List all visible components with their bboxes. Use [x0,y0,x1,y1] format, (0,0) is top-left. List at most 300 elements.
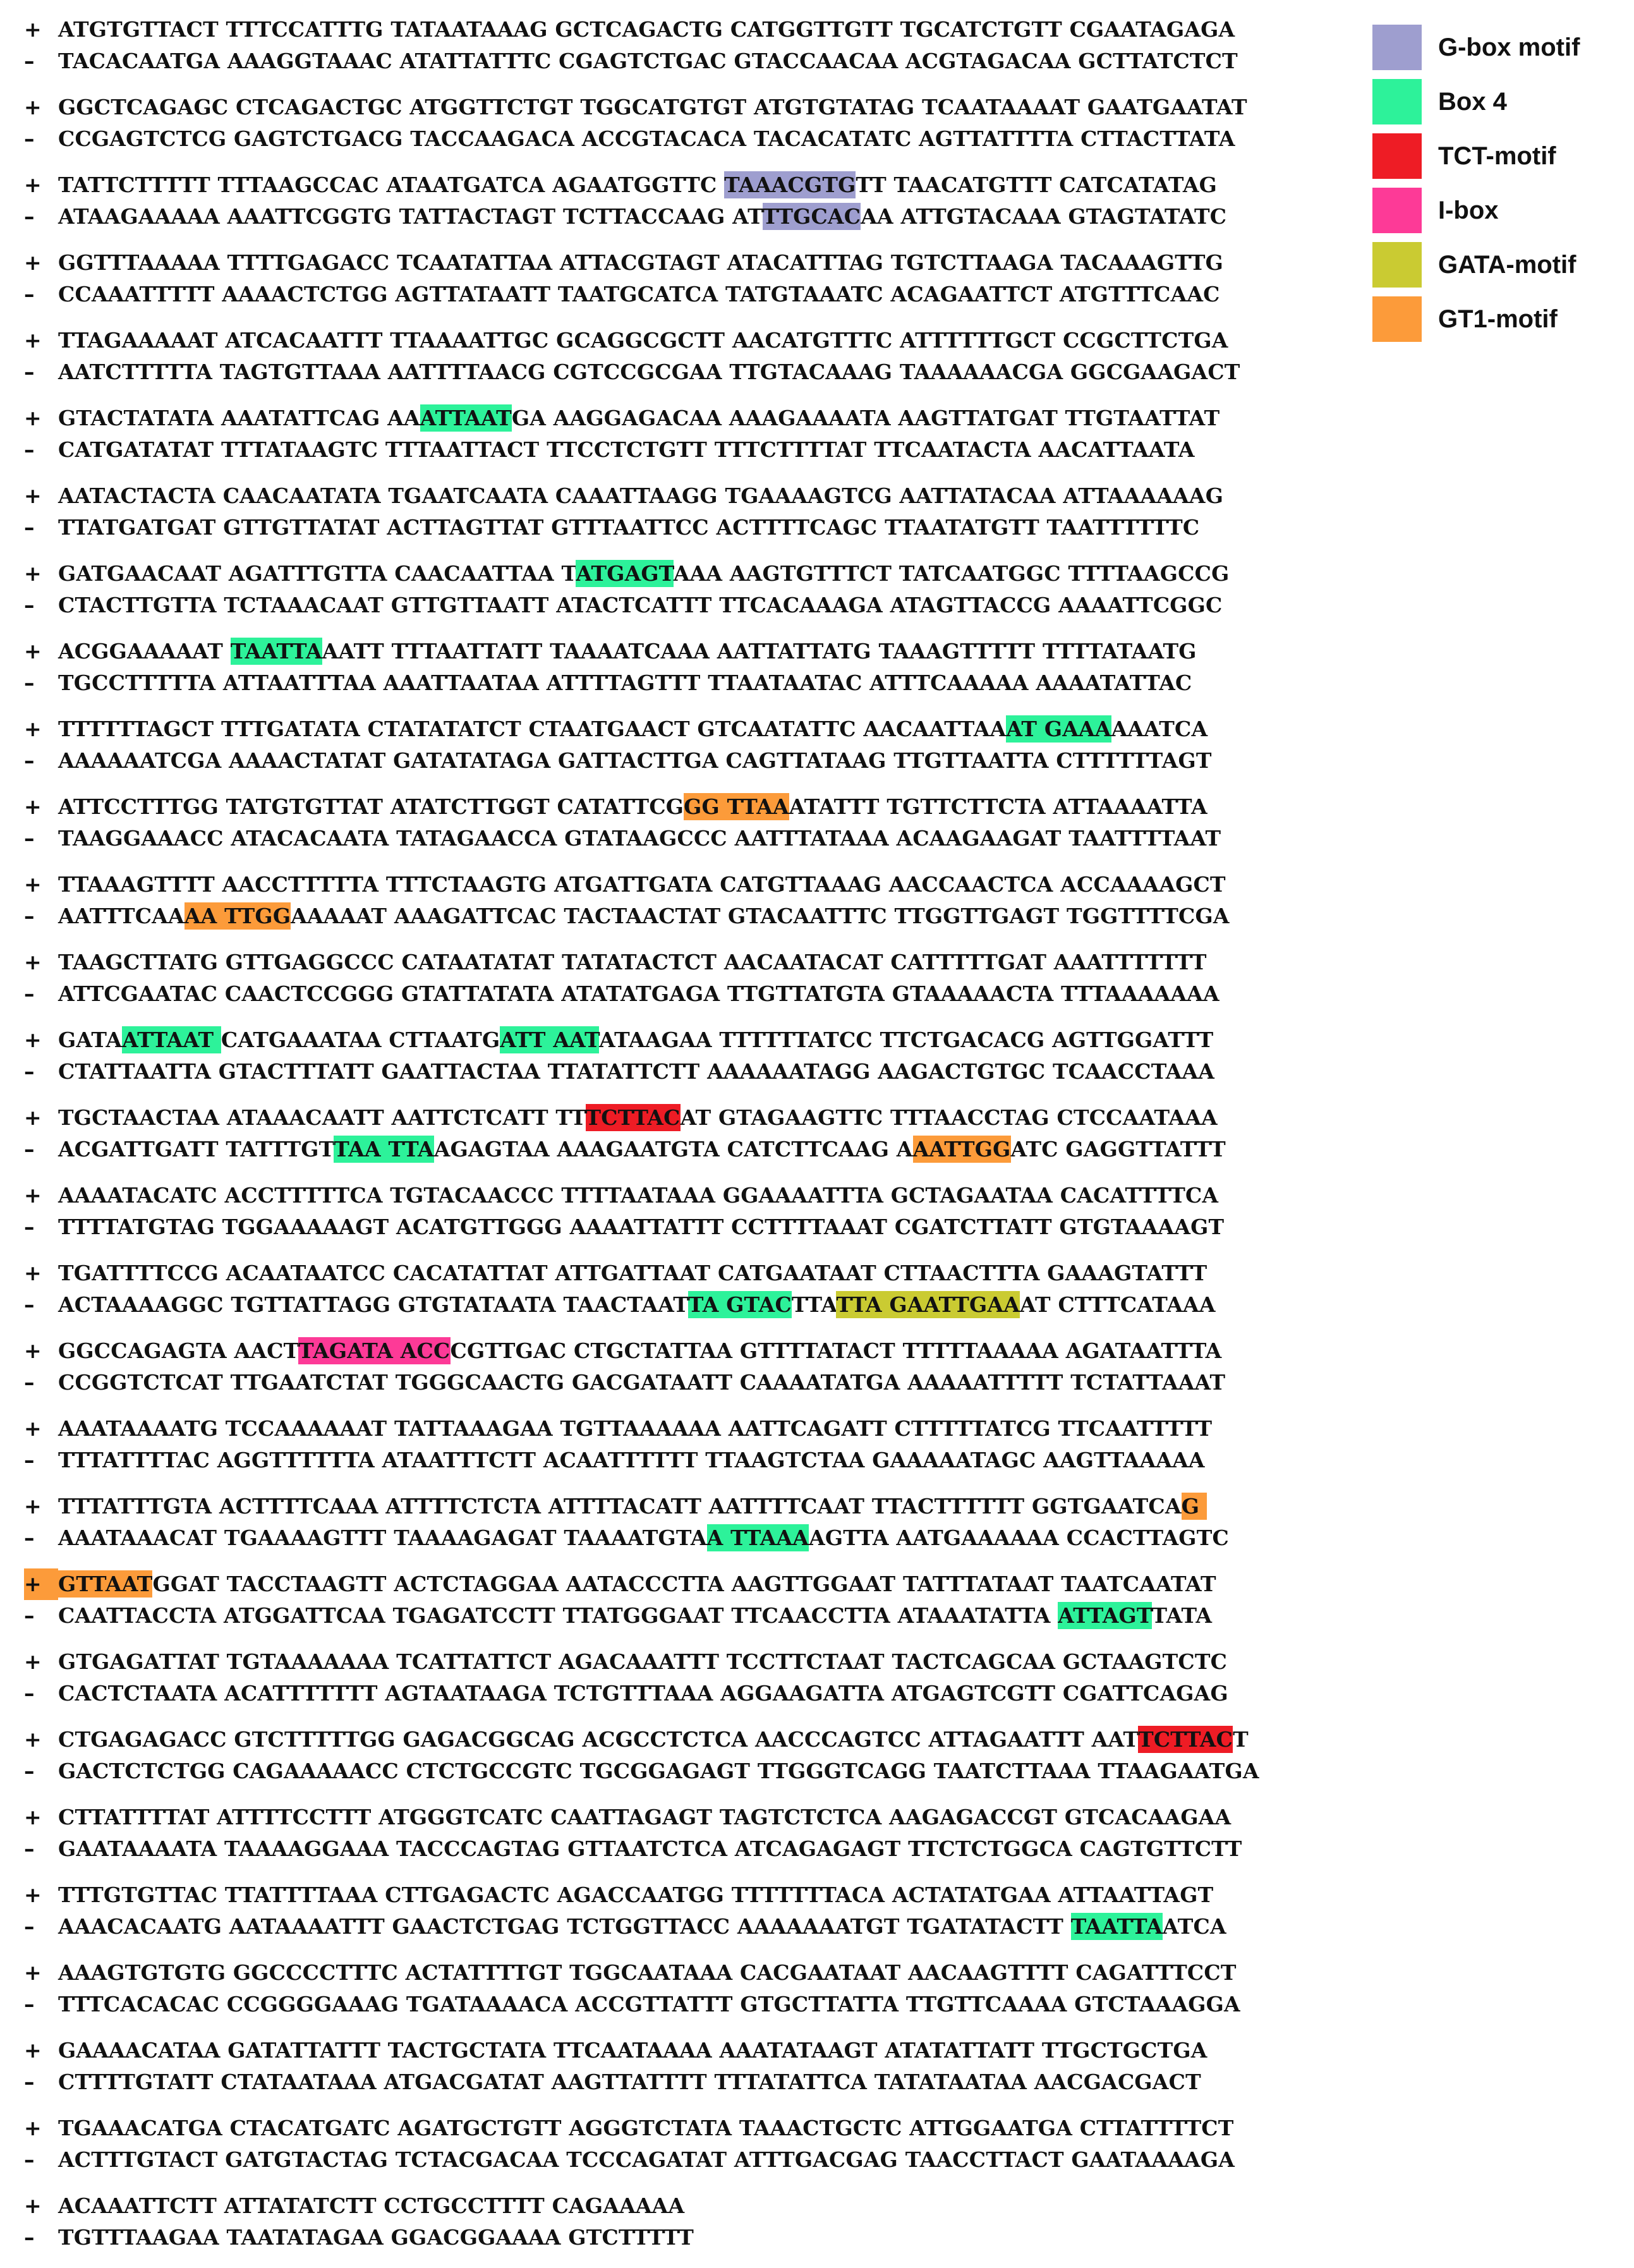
sequence-text [58,1879,1213,1911]
sequence-segment: CTATTAATTA GTACTTTATT GAATTACTAA TTATATTCTT AAAAAATAGG AAGACTGTGC TCAACCTAAA [58,1059,1215,1084]
sequence-segment: ACTTTGTACT GATGTACTAG TCTACGACAA TCCCAGATAT ATTTGACGAG TAACCTTACT GAATAAAAGA [58,2147,1235,2172]
minus-strand-line [24,1833,1364,1865]
sequence-segment: AATACTACTA CAACAATATA TGAATCAATA CAAATTAAGG TGAAAAGTCG AATTATACAA ATTAAAAAAG [58,483,1224,508]
sequence-text [58,169,1217,201]
plus-strand-sign: + [24,328,42,353]
sequence-segment: TGCCTTTTTA ATTAATTTAA AAATTAATAA ATTTTAGTTT TTAATAATAC ATTTCAAAAA AAAATATTAC [58,670,1192,695]
minus-strand-line [24,512,1364,543]
minus-strand-line [24,1056,1364,1088]
plus-strand-line [24,1724,1364,1756]
sequence-block [24,558,1364,636]
sequence-text [58,14,1235,45]
plus-strand-sign: + [24,1261,42,1285]
sequence-segment: ATC GAGGTTATTT [1010,1137,1226,1161]
motif-highlight: ATT AAT [500,1028,600,1052]
sequence-block [24,1802,1364,1879]
plus-strand-line [24,713,1364,745]
sequence-text [58,480,1223,512]
sequence-text [58,590,1223,621]
minus-strand-line [24,2144,1364,2176]
motif-highlight: AT GAAA [1006,717,1111,741]
sequence-segment: GATGAACAAT AGATTTGTTA CAACAATTAA T [58,561,576,586]
minus-strand-line [24,823,1364,854]
sequence-segment: CACTCTAATA ACATTTTTTT AGTAATAAGA TCTGTTTAAA AGGAAGATTA ATGAGTCGTT CGATTCAGAG [58,1681,1228,1706]
sequence-block [24,1646,1364,1724]
plus-strand-sign: + [24,1416,42,1441]
motif-highlight: TA GTAC [687,1292,792,1317]
motif-highlight: ATTAGT [1058,1603,1152,1628]
plus-strand-line [24,1413,1364,1445]
plus-strand-sign: + [24,1494,42,1519]
plus-strand-line [24,1879,1364,1911]
plus-strand-line [24,2113,1364,2144]
minus-strand-line [24,2222,1364,2253]
minus-strand-sign: – [24,360,35,384]
sequence-block [24,947,1364,1024]
plus-strand-line [24,1024,1364,1056]
minus-strand-sign: – [24,1137,35,1161]
plus-strand-sign: + [24,1183,42,1208]
sequence-segment: TTTTTTAGCT TTTGATATA CTATATATCT CTAATGAACT GTCAATATTC AACAATTAA [58,717,1007,741]
plus-strand-line [24,1957,1364,1989]
minus-strand-sign: – [24,1681,35,1706]
sequence-text [58,901,1230,932]
sequence-segment: TTTGTGTTAC TTATTTTAAA CTTGAGACTC AGACCAATGG TTTTTTTACA ACTATATGAA ATTAATTAGT [58,1883,1214,1907]
sequence-text [58,1646,1227,1678]
motif-highlight: TAA TTA [334,1137,434,1161]
legend-swatch-icon [1372,79,1422,124]
sequence-segment: GGTTTAAAAA TTTTGAGACC TCAATATTAA ATTACGTAGT ATACATTTAG TGTCTTAAGA TACAAAGTTG [58,250,1223,275]
legend-label: G-box motif [1438,33,1580,61]
sequence-segment: GGCTCAGAGC CTCAGACTGC ATGGTTCTGT TGGCATGTGT ATGTGTATAG TCAATAAAAT GAATGAATAT [58,95,1247,119]
sequence-segment: TTTATTTGTA ACTTTTCAAA ATTTTCTCTA ATTTTACATT AATTTTCAAT TTACTTTTTT GGTGAATCA [58,1494,1182,1519]
sequence-segment: TTTTATGTAG TGGAAAAAGT ACATGTTGGG AAAATTATTT CCTTTTAAAT CGATCTTATT GTGTAAAAGT [58,1215,1225,1239]
sequence-block [24,1568,1364,1646]
plus-strand-sign: + [24,1883,42,1907]
sequence-text [58,512,1199,543]
sequence-segment: CCGAGTCTCG GAGTCTGACG TACCAAGACA ACCGTACACA TACACATATC AGTTATTTTA CTTACTTATA [58,126,1235,151]
legend-item [1372,24,1625,71]
minus-strand-sign: – [24,2225,35,2250]
sequence-segment: AAAAAATCGA AAAACTATAT GATATATAGA GATTACTTGA CAGTTATAAG TTGTTAATTA CTTTTTTAGT [58,748,1212,773]
sequence-text [58,1180,1218,1211]
sequence-segment: TATTCTTTTT TTTAAGCCAC ATAATGATCA AGAATGGTTC [58,173,725,197]
minus-strand-sign: – [24,126,35,151]
minus-strand-sign: – [24,1603,35,1628]
plus-strand-sign: + [24,561,42,586]
plus-strand-sign: + [24,483,42,508]
plus-strand-sign: + [24,1805,42,1829]
minus-strand-line [24,434,1364,466]
sequence-text [58,947,1207,978]
minus-strand-sign: – [24,593,35,617]
sequence-segment: AAA AAGTGTTTCT TATCAATGGC TTTTAAGCCG [673,561,1230,586]
plus-strand-sign: + [24,1649,42,1674]
sequence-block [24,2190,1364,2268]
sequence-text [58,403,1219,434]
plus-strand-sign: + [24,17,42,42]
sequence-text [58,2190,684,2222]
sequence-segment: ATGTGTTACT TTTCCATTTG TATAATAAAG GCTCAGACTG CATGGTTGTT TGCATCTGTT CGAATAGAGA [58,17,1235,42]
plus-strand-line [24,869,1364,901]
sequence-text [58,1989,1240,2020]
minus-strand-line [24,279,1364,310]
sequence-segment: TATA [1151,1603,1213,1628]
sequence-block [24,1024,1364,1102]
minus-strand-sign: – [24,981,35,1006]
sequence-block [24,1413,1364,1491]
motif-highlight: AATTGG [912,1137,1011,1161]
sequence-segment: ATCA [1162,1914,1226,1939]
sequence-block [24,1957,1364,2035]
sequence-segment: TT TAACATGTTT CATCATATAG [856,173,1218,197]
sequence-segment: AAATCA [1111,717,1208,741]
sequence-segment: ATTCGAATAC CAACTCCGGG GTATTATATA ATATATGAGA TTGTTATGTA GTAAAAACTA TTTAAAAAAA [58,981,1219,1006]
sequence-text [58,1756,1259,1787]
plus-strand-line [24,2035,1364,2066]
plus-strand-line [24,1180,1364,1211]
sequence-block [24,1335,1364,1413]
motif-legend [1372,24,1625,350]
minus-strand-sign: – [24,670,35,695]
sequence-segment: CATGATATAT TTTATAAGTC TTTAATTACT TTCCTCTGTT TTTCTTTTAT TTCAATACTA AACATTAATA [58,437,1195,462]
legend-item [1372,241,1625,288]
sequence-block [24,1879,1364,1957]
plus-strand-sign: + [24,1338,42,1363]
plus-strand-sign: + [24,173,42,197]
minus-strand-sign: – [24,748,35,773]
sequence-text [58,279,1220,310]
sequence-text [58,1335,1221,1367]
sequence-segment: AAATAAAATG TCCAAAAAAT TATTAAAGAA TGTTAAAAAA AATTCAGATT CTTTTTATCG TTCAATTTTT [58,1416,1213,1441]
minus-strand-sign: – [24,1914,35,1939]
minus-strand-sign: – [24,1215,35,1239]
minus-strand-line [24,201,1364,233]
plus-strand-sign: + [24,639,42,664]
minus-strand-sign: – [24,437,35,462]
motif-highlight: ATTAAT [122,1028,221,1052]
plus-strand-sign: + [24,2193,42,2218]
sequence-segment: CGTTGAC CTGCTATTAA GTTTTATACT TTTTTAAAAA AGATAATTTA [450,1338,1222,1363]
plus-strand-sign: + [24,250,42,275]
legend-label: GATA-motif [1438,250,1577,279]
minus-strand-line [24,901,1364,932]
sequence-segment: TGAAACATGA CTACATGATC AGATGCTGTT AGGGTCTATA TAAACTGCTC ATTGGAATGA CTTATTTTCT [58,2116,1234,2140]
sequence-segment: ACTAAAAGGC TGTTATTAGG GTGTATAATA TAACTAAT [58,1292,688,1317]
plus-strand-sign: + [24,872,42,897]
sequence-text [58,2066,1201,2098]
sequence-text [58,1211,1224,1243]
sequence-segment: CATGAAATAA CTTAATG [221,1028,500,1052]
motif-highlight: A TTAAA [706,1525,809,1550]
plus-strand-sign: + [24,1568,58,1600]
sequence-segment: AT CTTTCATAAA [1020,1292,1216,1317]
sequence-segment: AAAATACATC ACCTTTTTCA TGTACAACCC TTTTAATAAA GGAAAATTTA GCTAGAATAA CACATTTTCA [58,1183,1219,1208]
minus-strand-line [24,978,1364,1010]
minus-strand-sign: – [24,1525,35,1550]
motif-highlight: GG TTAA [684,794,789,819]
plus-strand-sign: + [24,717,42,741]
sequence-text [58,978,1219,1010]
sequence-block [24,92,1364,169]
plus-strand-line [24,1568,1364,1600]
plus-strand-sign: + [24,1105,42,1130]
promoter-sequence [24,14,1364,2268]
minus-strand-sign: – [24,1059,35,1084]
sequence-text [58,1724,1249,1756]
minus-strand-line [24,45,1364,77]
sequence-segment: TGTTTAAGAA TAATATAGAA GGACGGAAAA GTCTTTTT [58,2225,694,2250]
sequence-text [58,558,1229,590]
minus-strand-sign: – [24,282,35,306]
minus-strand-line [24,1756,1364,1787]
sequence-text [58,1833,1242,1865]
sequence-segment: TGATTTTCCG ACAATAATCC CACATATTAT ATTGATTAAT CATGAATAAT CTTAACTTTA GAAAGTATTT [58,1261,1207,1285]
sequence-segment: AA ATTGTACAAA GTAGTATATC [861,204,1227,229]
motif-highlight: TAGATA ACC [298,1338,451,1363]
minus-strand-line [24,1911,1364,1943]
sequence-segment: CTTTTGTATT CTATAATAAA ATGACGATAT AAGTTATTTT TTTATATTCA TATATAATAA AACGACGACT [58,2070,1201,2094]
plus-strand-line [24,169,1364,201]
minus-strand-sign: – [24,1292,35,1317]
sequence-segment: TAAGCTTATG GTTGAGGCCC CATAATATAT TATATACTCT AACAATACAT CATTTTTGAT AAATTTTTTT [58,950,1207,974]
sequence-text [58,1600,1212,1632]
sequence-segment: AAATAAACAT TGAAAAGTTT TAAAAGAGAT TAAAATGTA [58,1525,707,1550]
sequence-text [58,2035,1207,2066]
plus-strand-line [24,1335,1364,1367]
sequence-text [58,1957,1237,1989]
sequence-text [58,356,1240,388]
sequence-text [58,45,1238,77]
sequence-text [58,1911,1226,1943]
sequence-block [24,480,1364,558]
sequence-text [58,1445,1205,1476]
sequence-segment: CCGGTCTCAT TTGAATCTAT TGGGCAACTG GACGATAATT CAAAATATGA AAAAATTTTT TCTATTAAAT [58,1370,1226,1395]
sequence-block [24,791,1364,869]
sequence-segment: GAAAACATAA GATATTATTT TACTGCTATA TTCAATAAAA AAATATAAGT ATATATTATT TTGCTGCTGA [58,2038,1207,2063]
sequence-segment: AATT TTTAATTATT TAAAATCAAA AATTATTATG TAAAGTTTTT TTTTATAATG [322,639,1197,664]
sequence-segment: CTACTTGTTA TCTAAACAAT GTTGTTAATT ATACTCATTT TTCACAAAGA ATAGTTACCG AAAATTCGGC [58,593,1223,617]
plus-strand-sign: + [24,2116,42,2140]
sequence-block [24,325,1364,403]
legend-item [1372,78,1625,125]
sequence-segment: AAAAAT AAAGATTCAC TACTAACTAT GTACAATTTC TTGGTTGAGT TGGTTTTCGA [291,904,1230,928]
minus-strand-line [24,667,1364,699]
legend-label: I-box [1438,196,1499,224]
legend-swatch-icon [1372,25,1422,70]
sequence-text [58,1367,1225,1398]
plus-strand-sign: + [24,406,42,430]
sequence-text [58,1413,1212,1445]
sequence-segment: ACGGAAAAAT [58,639,231,664]
minus-strand-line [24,590,1364,621]
sequence-text [58,713,1207,745]
sequence-text [58,201,1226,233]
sequence-text [58,1056,1214,1088]
sequence-segment: ATAAGAA TTTTTTATCC TTCTGACACG AGTTGGATTT [599,1028,1214,1052]
motif-highlight: GTTAAT [58,1572,153,1596]
sequence-text [58,1568,1216,1600]
legend-swatch-icon [1372,242,1422,288]
plus-strand-sign: + [24,794,42,819]
minus-strand-line [24,1600,1364,1632]
minus-strand-line [24,1134,1364,1165]
sequence-text [58,123,1235,155]
plus-strand-line [24,1802,1364,1833]
plus-strand-line [24,1102,1364,1134]
sequence-text [58,636,1197,667]
minus-strand-line [24,1522,1364,1554]
plus-strand-sign: + [24,2038,42,2063]
sequence-block [24,636,1364,713]
minus-strand-line [24,1289,1364,1321]
sequence-text [58,1134,1226,1165]
sequence-segment: GA AAGGAGACAA AAAGAAAATA AAGTTATGAT TTGTAATTAT [511,406,1220,430]
sequence-segment: TTAGAAAAAT ATCACAATTT TTAAAATTGC GCAGGCGCTT AACATGTTTC ATTTTTTGCT CCGCTTCTGA [58,328,1228,353]
plus-strand-sign: + [24,1727,42,1752]
minus-strand-sign: – [24,1370,35,1395]
motif-highlight: AA TTGG [184,904,291,928]
sequence-block [24,1102,1364,1180]
sequence-text [58,745,1212,777]
sequence-segment: AAAGTGTGTG GGCCCCTTTC ACTATTTTGT TGGCAATAAA CACGAATAAT AACAAGTTTT CAGATTTCCT [58,1960,1237,1985]
minus-strand-line [24,2066,1364,2098]
sequence-segment: AATTTCAA [58,904,185,928]
plus-strand-line [24,403,1364,434]
sequence-text [58,667,1192,699]
sequence-segment: TTAAAGTTTT AACCTTTTTA TTTCTAAGTG ATGATTGATA CATGTTAAAG AACCAACTCA ACCAAAAGCT [58,872,1226,897]
minus-strand-line [24,1989,1364,2020]
sequence-segment: ATATTT TGTTCTTCTA ATTAAAATTA [789,794,1207,819]
sequence-segment: AT GTAGAAGTTC TTTAACCTAG CTCCAATAAA [680,1105,1218,1130]
sequence-segment: CAATTACCTA ATGGATTCAA TGAGATCCTT TTATGGGAAT TTCAACCTTA ATAAATATTA [58,1603,1058,1628]
minus-strand-sign: – [24,2147,35,2172]
sequence-text [58,434,1195,466]
sequence-segment: CTGAGAGACC GTCTTTTTGG GAGACGGCAG ACGCCTCTCA AACCCAGTCC ATTAGAATTT AAT [58,1727,1139,1752]
sequence-block [24,14,1364,92]
legend-swatch-icon [1372,188,1422,233]
plus-strand-sign: + [24,950,42,974]
legend-swatch-icon [1372,133,1422,179]
sequence-segment: GAATAAAATA TAAAAGGAAA TACCCAGTAG GTTAATCTCA ATCAGAGAGT TTCTCTGGCA CAGTGTTCTT [58,1836,1242,1861]
sequence-text [58,791,1207,823]
plus-strand-line [24,1258,1364,1289]
motif-highlight: TTA GAATTGAA [836,1292,1020,1317]
sequence-segment: GTGAGATTAT TGTAAAAAAA TCATTATTCT AGACAAATTT TCCTTCTAAT TACTCAGCAA GCTAAGTCTC [58,1649,1228,1674]
motif-highlight: TCTTAC [585,1105,681,1130]
sequence-text [58,1678,1228,1709]
sequence-segment: ACGATTGATT TATTTGT [58,1137,334,1161]
sequence-segment: CCAAATTTTT AAAACTCTGG AGTTATAATT TAATGCATCA TATGTAAATC ACAGAATTCT ATGTTTCAAC [58,282,1220,306]
sequence-segment: TTTCACACAC CCGGGGAAAG TGATAAAACA ACCGTTATTT GTGCTTATTA TTGTTCAAAA GTCTAAAGGA [58,1992,1240,2016]
sequence-text [58,1258,1207,1289]
sequence-text [58,1522,1229,1554]
sequence-block [24,403,1364,480]
minus-strand-sign: – [24,204,35,229]
legend-label: TCT-motif [1438,142,1556,170]
legend-item [1372,296,1625,343]
sequence-segment: AGAGTAA AAAGAATGTA CATCTTCAAG A [433,1137,913,1161]
minus-strand-sign: – [24,826,35,851]
sequence-block [24,2035,1364,2113]
sequence-segment: AAACACAATG AATAAAATTT GAACTCTGAG TCTGGTTACC AAAAAAATGT TGATATACTT [58,1914,1071,1939]
minus-strand-line [24,1367,1364,1398]
sequence-text [58,1289,1216,1321]
motif-highlight: TAAACGTG [724,173,856,197]
legend-label: GT1-motif [1438,305,1558,333]
plus-strand-line [24,92,1364,123]
sequence-segment: GATA [58,1028,123,1052]
sequence-segment: TTATGATGAT GTTGTTATAT ACTTAGTTAT GTTTAATTCC ACTTTTCAGC TTAATATGTT TAATTTTTTC [58,515,1200,540]
sequence-segment: TTTATTTTAC AGGTTTTTTA ATAATTTCTT ACAATTTTTT TTAAGTCTAA GAAAAATAGC AAGTTAAAAA [58,1448,1205,1472]
sequence-text [58,1102,1218,1134]
plus-strand-line [24,636,1364,667]
sequence-block [24,713,1364,791]
sequence-segment: CTTATTTTAT ATTTTCCTTT ATGGGTCATC CAATTAGAGT TAGTCTCTCA AAGAGACCGT GTCACAAGAA [58,1805,1232,1829]
sequence-segment: GGAT TACCTAAGTT ACTCTAGGAA AATACCCTTA AAGTTGGAAT TATTTATAAT TAATCAATAT [152,1572,1216,1596]
plus-strand-line [24,480,1364,512]
sequence-block [24,169,1364,247]
sequence-text [58,823,1221,854]
sequence-block [24,247,1364,325]
motif-highlight: ATTAAT [420,406,512,430]
minus-strand-line [24,745,1364,777]
minus-strand-line [24,356,1364,388]
sequence-text [58,1802,1231,1833]
minus-strand-line [24,1678,1364,1709]
plus-strand-line [24,947,1364,978]
sequence-segment: TACACAATGA AAAGGTAAAC ATATTATTTC CGAGTCTGAC GTACCAACAA ACGTAGACAA GCTTATCTCT [58,49,1238,73]
plus-strand-line [24,247,1364,279]
minus-strand-sign: – [24,1759,35,1783]
minus-strand-sign: – [24,1836,35,1861]
sequence-text [58,92,1247,123]
sequence-text [58,325,1228,356]
legend-swatch-icon [1372,296,1422,342]
sequence-segment: ATTCCTTTGG TATGTGTTAT ATATCTTGGT CATATTCG [58,794,684,819]
plus-strand-line [24,325,1364,356]
motif-highlight: TTGCAC [762,204,861,229]
sequence-block [24,1258,1364,1335]
minus-strand-line [24,1211,1364,1243]
motif-highlight: TAATTA [230,639,322,664]
sequence-segment: TGCTAACTAA ATAAACAATT AATTCTCATT TT [58,1105,586,1130]
sequence-segment: T [1233,1727,1249,1752]
plus-strand-sign: + [24,1960,42,1985]
sequence-text [58,2222,694,2253]
minus-strand-sign: – [24,2070,35,2094]
minus-strand-sign: – [24,1448,35,1472]
sequence-segment: TTA [791,1292,837,1317]
motif-highlight: TCTTAC [1138,1727,1233,1752]
minus-strand-sign: – [24,1992,35,2016]
sequence-segment: ATAAGAAAAA AAATTCGGTG TATTACTAGT TCTTACCAAG AT [58,204,763,229]
sequence-block [24,2113,1364,2190]
sequence-segment: GACTCTCTGG CAGAAAAACC CTCTGCCGTC TGCGGAGAGT TTGGGTCAGG TAATCTTAAA TTAAGAATGA [58,1759,1259,1783]
minus-strand-line [24,1445,1364,1476]
minus-strand-sign: – [24,904,35,928]
legend-item [1372,133,1625,179]
legend-label: Box 4 [1438,87,1507,116]
plus-strand-line [24,14,1364,45]
sequence-text [58,2113,1234,2144]
plus-strand-line [24,558,1364,590]
sequence-segment: AATCTTTTTA TAGTGTTAAA AATTTTAACG CGTCCGCGAA TTGTACAAAG TAAAAAACGA GGCGAAGACT [58,360,1240,384]
minus-strand-line [24,123,1364,155]
plus-strand-sign: + [24,1028,42,1052]
minus-strand-sign: – [24,49,35,73]
minus-strand-sign: – [24,515,35,540]
